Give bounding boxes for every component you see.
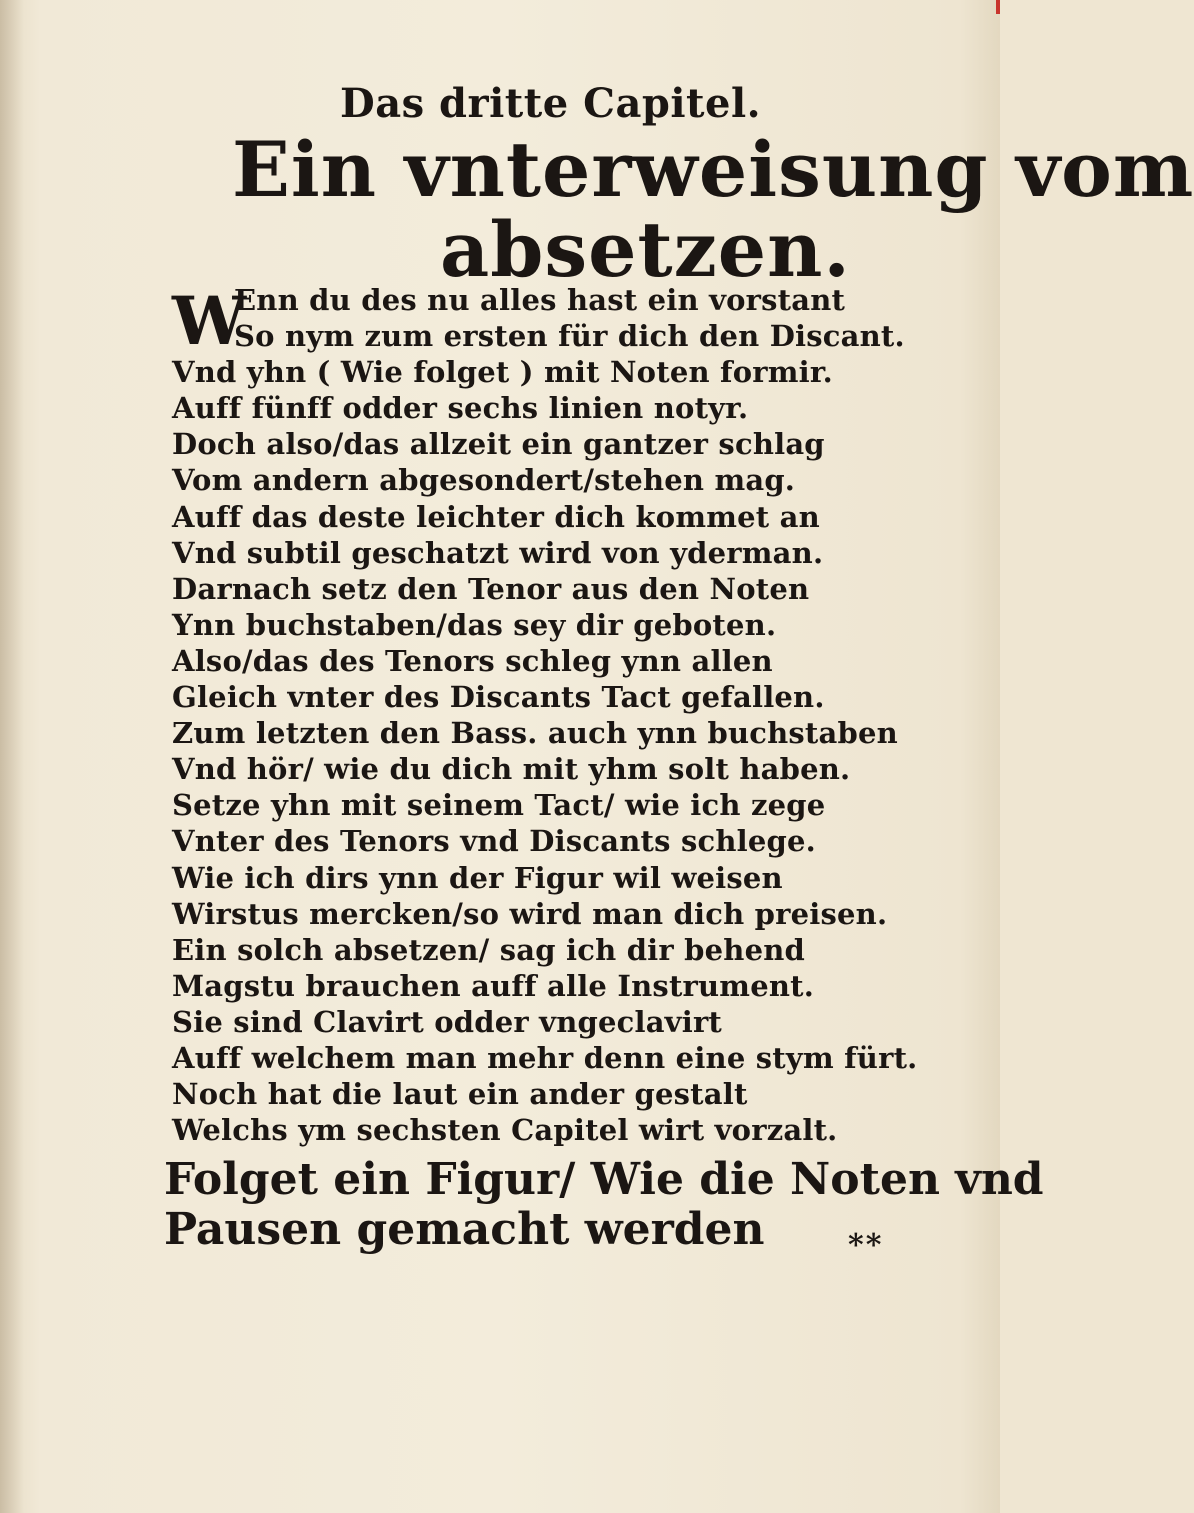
edge-mark bbox=[996, 0, 1000, 14]
verse-line: Auff das deste leichter dich kommet an bbox=[172, 499, 820, 534]
verse-line: Vom andern abgesondert/stehen mag. bbox=[172, 463, 796, 498]
figure-caption-line-2: Pausen gemacht werden bbox=[164, 1204, 765, 1255]
verse-line: Vnd yhn ( Wie folget ) mit Noten formir. bbox=[172, 355, 833, 390]
verse-line: Welchs ym sechsten Capitel wirt vorzalt. bbox=[172, 1113, 838, 1148]
verse-line: Gleich vnter des Discants Tact gefallen. bbox=[172, 680, 825, 715]
verse-line: Wie ich dirs ynn der Figur wil weisen bbox=[172, 860, 783, 895]
verse-line: Ein solch absetzen/ sag ich dir behend bbox=[172, 932, 805, 967]
spine-shadow bbox=[0, 0, 24, 1513]
verse-line: Auff welchem man mehr denn eine stym fürt. bbox=[172, 1040, 918, 1075]
verse-line: Also/das des Tenors schleg ynn allen bbox=[172, 643, 773, 678]
verse-line: Enn du des nu alles hast ein vorstant bbox=[234, 283, 846, 317]
verse-line: So nym zum ersten für dich den Discant. bbox=[234, 319, 905, 354]
title-line-2: absetzen. bbox=[440, 205, 851, 294]
verse-line: Auff fünff odder sechs linien notyr. bbox=[172, 391, 749, 426]
figure-caption-line-1: Folget ein Figur/ Wie die Noten vnd bbox=[164, 1154, 1044, 1205]
chapter-heading: Das dritte Capitel. bbox=[340, 80, 762, 127]
verse-line: Wirstus mercken/so wird man dich preisen. bbox=[172, 896, 888, 931]
verse-block bbox=[172, 282, 918, 1148]
verse-line: Zum letzten den Bass. auch ynn buchstaben bbox=[172, 716, 898, 751]
title-line-1: Ein vnterweisung vom bbox=[232, 125, 1194, 214]
verse-line: Vnd subtil geschatzt wird von yderman. bbox=[172, 535, 824, 570]
verse-line: Ynn buchstaben/das sey dir geboten. bbox=[172, 607, 777, 642]
verse-line: Vnd hör/ wie du dich mit yhm solt haben. bbox=[172, 752, 851, 787]
verse-line: Sie sind Clavirt odder vngeclavirt bbox=[172, 1004, 723, 1039]
initial-letter: W bbox=[172, 282, 247, 360]
verse-line: Magstu brauchen auff alle Instrument. bbox=[172, 968, 815, 1003]
ornament-stars: ** bbox=[848, 1228, 884, 1263]
verse-line: Setze yhn mit seinem Tact/ wie ich zege bbox=[172, 788, 826, 823]
verse-line: Noch hat die laut ein ander gestalt bbox=[172, 1077, 748, 1112]
verse-line: Darnach setz den Tenor aus den Noten bbox=[172, 571, 810, 606]
verse-line: Doch also/das allzeit ein gantzer schlag bbox=[172, 427, 825, 462]
verse-line: Vnter des Tenors vnd Discants schlege. bbox=[172, 824, 816, 859]
